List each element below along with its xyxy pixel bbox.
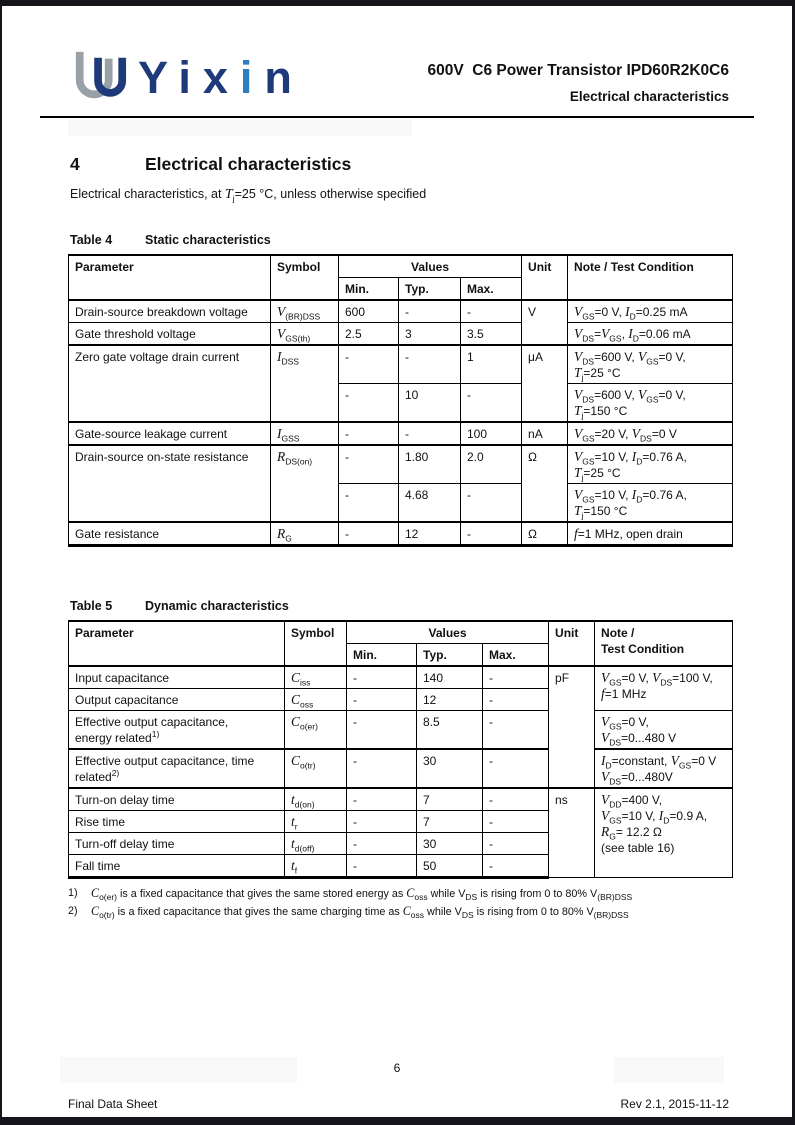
t4-r0-min: 600 xyxy=(339,300,399,323)
t4-r5-unit: Ω xyxy=(522,445,568,522)
t4-r4-max: 100 xyxy=(461,422,522,445)
t4-r1-symbol: $V_{GS(th)}$ xyxy=(271,323,339,346)
t5-r6-min: - xyxy=(347,833,417,855)
t4-r7-max: - xyxy=(461,522,522,546)
table5-caption-title: Dynamic characteristics xyxy=(145,599,289,613)
table4-header-row-1 xyxy=(69,255,733,278)
t4-r6-note: $V_{GS}=10$ V, $I_D=0.76$ A, $T_j=150$ °C xyxy=(568,484,733,523)
t4-r0-typ: - xyxy=(399,300,461,323)
logo xyxy=(72,46,304,108)
t4-r4-param: Gate-source leakage current xyxy=(69,422,271,445)
t4-r2-unit: μA xyxy=(522,345,568,422)
t5-r4-max: - xyxy=(483,788,549,811)
logo-u-icon xyxy=(72,46,128,108)
t5-h-max: Max. xyxy=(483,644,549,667)
table-row xyxy=(69,522,733,546)
content xyxy=(68,154,732,921)
t4-r5-param: Drain-source on-state resistance xyxy=(69,445,271,522)
t4-h-note: Note / Test Condition xyxy=(568,255,733,300)
t4-h-parameter: Parameter xyxy=(69,255,271,300)
t4-r2-symbol: $I_{DSS}$ xyxy=(271,345,339,422)
t5-h-values: Values xyxy=(347,621,549,644)
t5-r3-note: $I_D=constant$, $V_{GS}=0$ V $V_{DS}=0...480V$ xyxy=(595,749,733,788)
footnote-2-text: $C_{o(tr)}$ is a fixed capacitance that gives the same charging time as $C_{oss}$ while $V_{DS}$ is rising from 0 to 80% $V_{(BR)DSS}$ xyxy=(91,904,629,921)
t4-r0-max: - xyxy=(461,300,522,323)
t5-r2-symbol: $C_{o(er)}$ xyxy=(285,711,347,750)
t5-r6-typ: 30 xyxy=(417,833,483,855)
t4-r0-note: $V_{GS}=0$ V, $I_D=0.25$ mA xyxy=(568,300,733,323)
t4-r7-min: - xyxy=(339,522,399,546)
footnote-1-text: $C_{o(er)}$ is a fixed capacitance that gives the same stored energy as $C_{oss}$ while $V_{DS}$ is rising from 0 to 80% $V_{(BR)DSS}$ xyxy=(91,886,633,903)
t5-r2-param: Effective output capacitance, energy related$^{1)}$ xyxy=(69,711,285,750)
section-intro: Electrical characteristics, at $T_j=25$ °C, unless otherwise specified xyxy=(70,187,427,204)
document-subtitle: Electrical characteristics xyxy=(569,89,729,104)
t4-h-min: Min. xyxy=(339,278,399,301)
t5-r3-min: - xyxy=(347,749,417,788)
t4-r3-max: - xyxy=(461,384,522,423)
t4-r2-param: Zero gate voltage drain current xyxy=(69,345,271,422)
table-row xyxy=(69,749,733,788)
t4-h-unit: Unit xyxy=(522,255,568,300)
t4-r5-min: - xyxy=(339,445,399,484)
t4-r5-symbol: $R_{DS(on)}$ xyxy=(271,445,339,522)
t4-r7-symbol: $R_G$ xyxy=(271,522,339,546)
logo-text-part1: Yix xyxy=(138,51,240,103)
t5-r0-typ: 140 xyxy=(417,666,483,689)
t5-r4-param: Turn-on delay time xyxy=(69,788,285,811)
table5-caption xyxy=(70,599,732,613)
t4-r1-param: Gate threshold voltage xyxy=(69,323,271,346)
table-row xyxy=(69,422,733,445)
t4-r1-max: 3.5 xyxy=(461,323,522,346)
footer xyxy=(68,1097,729,1111)
t4-h-symbol: Symbol xyxy=(271,255,339,300)
t4-r3-note: $V_{DS}=600$ V, $V_{GS}=0$ V, $T_j=150$ °C xyxy=(568,384,733,423)
t4-r6-min: - xyxy=(339,484,399,523)
table-row xyxy=(69,345,733,384)
logo-text-part2: i xyxy=(239,51,265,103)
t5-r4-note: $V_{DD}=400$ V, $V_{GS}=10$ V, $I_D=0.9$ A, $R_G= 12.2$ Ω (see table 16) xyxy=(595,788,733,878)
t4-h-typ: Typ. xyxy=(399,278,461,301)
t4-r0-unit: V xyxy=(522,300,568,345)
table5-caption-label: Table 5 xyxy=(70,599,113,613)
t5-r4-unit: ns xyxy=(549,788,595,878)
t5-r5-param: Rise time xyxy=(69,811,285,833)
t5-r7-max: - xyxy=(483,855,549,878)
footnotes xyxy=(68,885,732,921)
page-number: 6 xyxy=(393,1061,401,1075)
t4-r4-typ: - xyxy=(399,422,461,445)
t5-r2-max: - xyxy=(483,711,549,750)
logo-text xyxy=(138,51,304,103)
t5-r7-typ: 50 xyxy=(417,855,483,878)
t5-h-min: Min. xyxy=(347,644,417,667)
t4-r2-note: $V_{DS}=600$ V, $V_{GS}=0$ V, $T_j=25$ °C xyxy=(568,345,733,384)
t5-r4-symbol: $t_{d(on)}$ xyxy=(285,788,347,811)
watermark-box-header xyxy=(68,120,412,136)
logo-text-part3: n xyxy=(264,51,304,103)
t4-r5-note: $V_{GS}=10$ V, $I_D=0.76$ A, $T_j=25$ °C xyxy=(568,445,733,484)
t5-r1-typ: 12 xyxy=(417,689,483,711)
t5-r3-param: Effective output capacitance, time related$^{2)}$ xyxy=(69,749,285,788)
t5-r1-param: Output capacitance xyxy=(69,689,285,711)
t5-h-note: Note / Test Condition xyxy=(595,621,733,666)
t5-r5-min: - xyxy=(347,811,417,833)
t5-r1-max: - xyxy=(483,689,549,711)
t5-r5-max: - xyxy=(483,811,549,833)
t5-r1-min: - xyxy=(347,689,417,711)
t4-r0-symbol: $V_{(BR)DSS}$ xyxy=(271,300,339,323)
table4-caption xyxy=(70,233,732,247)
footer-right-text: Rev 2.1, 2015-11-12 xyxy=(620,1097,729,1111)
t5-r0-unit: pF xyxy=(549,666,595,788)
t5-r5-symbol: $t_r$ xyxy=(285,811,347,833)
t5-r7-symbol: $t_f$ xyxy=(285,855,347,878)
t4-r4-min: - xyxy=(339,422,399,445)
t4-r4-note: $V_{GS}=20$ V, $V_{DS}=0$ V xyxy=(568,422,733,445)
t4-r1-note: $V_{DS}=V_{GS}$, $I_D=0.06$ mA xyxy=(568,323,733,346)
t5-h-symbol: Symbol xyxy=(285,621,347,666)
t4-r3-min: - xyxy=(339,384,399,423)
t5-r0-param: Input capacitance xyxy=(69,666,285,689)
header-titles xyxy=(427,62,729,104)
header-rule xyxy=(40,116,754,118)
t4-r7-typ: 12 xyxy=(399,522,461,546)
t4-r6-max: - xyxy=(461,484,522,523)
t5-r6-max: - xyxy=(483,833,549,855)
footer-left-text: Final Data Sheet xyxy=(68,1097,158,1111)
section-title: Electrical characteristics xyxy=(145,154,352,174)
table-row xyxy=(69,300,733,323)
t5-r3-symbol: $C_{o(tr)}$ xyxy=(285,749,347,788)
t5-r6-param: Turn-off delay time xyxy=(69,833,285,855)
table4-caption-title: Static characteristics xyxy=(145,233,271,247)
t5-r0-symbol: $C_{iss}$ xyxy=(285,666,347,689)
t5-r0-note: $V_{GS}=0$ V, $V_{DS}=100$ V, f=1 MHz xyxy=(595,666,733,711)
t4-r4-symbol: $I_{GSS}$ xyxy=(271,422,339,445)
footnote-1 xyxy=(68,885,732,903)
table-row xyxy=(69,666,733,689)
dynamic-characteristics-table xyxy=(68,620,733,879)
t4-r5-typ: 1.80 xyxy=(399,445,461,484)
section-number: 4 xyxy=(70,154,80,174)
footnote-1-number: 1) xyxy=(68,887,78,899)
t5-r2-typ: 8.5 xyxy=(417,711,483,750)
t4-r7-param: Gate resistance xyxy=(69,522,271,546)
table5-header-row-1 xyxy=(69,621,733,644)
t5-r4-min: - xyxy=(347,788,417,811)
t5-r4-typ: 7 xyxy=(417,788,483,811)
t5-h-typ: Typ. xyxy=(417,644,483,667)
t5-r1-symbol: $C_{oss}$ xyxy=(285,689,347,711)
t5-r6-symbol: $t_{d(off)}$ xyxy=(285,833,347,855)
t5-r5-typ: 7 xyxy=(417,811,483,833)
footnote-2-number: 2) xyxy=(68,905,78,917)
t5-r3-typ: 30 xyxy=(417,749,483,788)
t4-r1-typ: 3 xyxy=(399,323,461,346)
table-row xyxy=(69,788,733,811)
t4-h-values: Values xyxy=(339,255,522,278)
t4-r7-note: f=1 MHz, open drain xyxy=(568,522,733,546)
table-row xyxy=(69,445,733,484)
table-row xyxy=(69,323,733,346)
footnote-2 xyxy=(68,903,732,921)
t4-r6-typ: 4.68 xyxy=(399,484,461,523)
t4-r2-max: 1 xyxy=(461,345,522,384)
table-row xyxy=(69,711,733,750)
table4-caption-label: Table 4 xyxy=(70,233,113,247)
t5-r7-param: Fall time xyxy=(69,855,285,878)
t4-r4-unit: nA xyxy=(522,422,568,445)
t5-h-unit: Unit xyxy=(549,621,595,666)
t5-r2-note: $V_{GS}=0$ V, $V_{DS}=0...480$ V xyxy=(595,711,733,750)
t4-r1-min: 2.5 xyxy=(339,323,399,346)
t5-r2-min: - xyxy=(347,711,417,750)
t5-r0-min: - xyxy=(347,666,417,689)
t4-r0-param: Drain-source breakdown voltage xyxy=(69,300,271,323)
t5-h-parameter: Parameter xyxy=(69,621,285,666)
section-heading xyxy=(70,154,732,175)
t4-r3-typ: 10 xyxy=(399,384,461,423)
static-characteristics-table xyxy=(68,254,733,547)
t4-r2-min: - xyxy=(339,345,399,384)
t5-r7-min: - xyxy=(347,855,417,878)
t4-r5-max: 2.0 xyxy=(461,445,522,484)
t4-h-max: Max. xyxy=(461,278,522,301)
t5-r0-max: - xyxy=(483,666,549,689)
document-title: 600V C6 Power Transistor IPD60R2K0C6 xyxy=(427,62,729,79)
t5-r3-max: - xyxy=(483,749,549,788)
t4-r7-unit: Ω xyxy=(522,522,568,546)
t4-r2-typ: - xyxy=(399,345,461,384)
